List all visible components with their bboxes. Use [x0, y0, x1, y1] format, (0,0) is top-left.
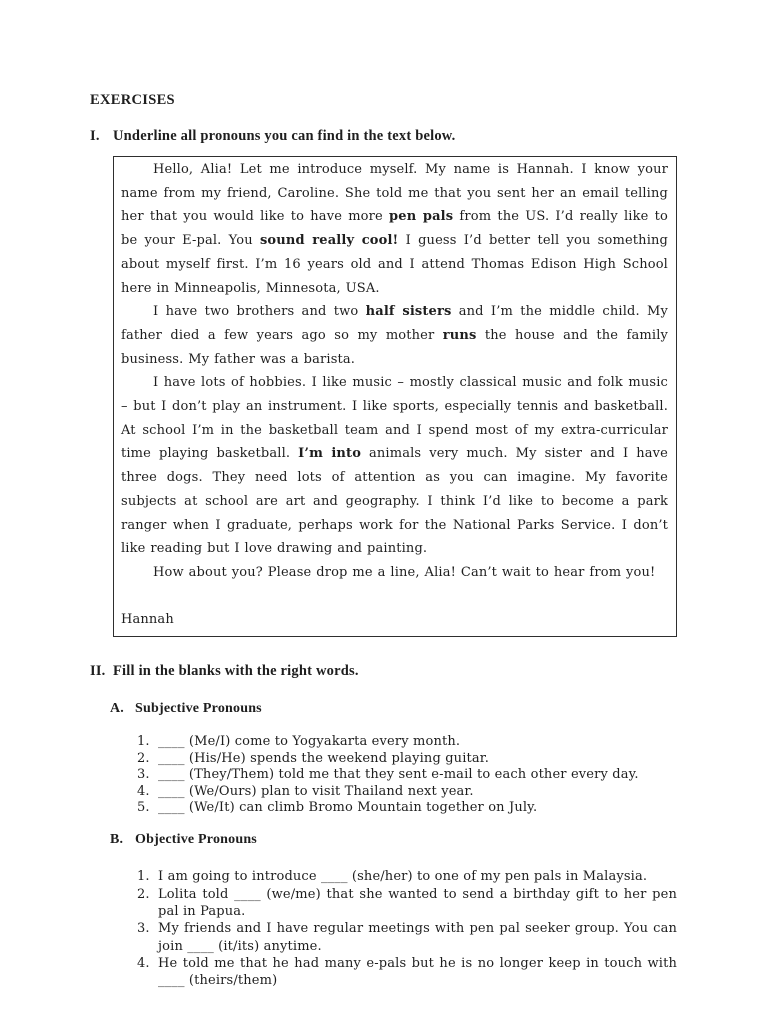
section-2-heading-text: Fill in the blanks with the right words. — [113, 663, 359, 680]
exercise-item — [137, 920, 677, 955]
text-run: I have lots of hobbies. I like music – mostly classical music and folk music – but I don’t play an instrument. I like sports, especially tennis and basketball. At school I’m in the basketball team and I spend most of my extra-curricular time playing basketball. — [121, 375, 668, 462]
item-text: Lolita told ____ (we/me) that she wanted to send a birthday gift to her pen pal in Papua. — [158, 886, 677, 919]
section-2-subsections — [90, 701, 677, 989]
exercise-item — [137, 886, 677, 921]
exercise-item — [137, 800, 677, 816]
bold-run: pen pals — [389, 209, 454, 225]
exercise-list — [137, 868, 677, 989]
item-number: 3. — [137, 921, 150, 937]
exercise-item — [137, 751, 677, 767]
item-number: 2. — [137, 750, 150, 766]
text-run: I guess I’d better tell you something about myself first. I’m 16 years old and I attend Thomas Edison High School here in Minneapolis, Minnesota, USA. — [121, 233, 668, 296]
subsection-title: Objective Pronouns — [135, 832, 257, 848]
letter-text-box — [113, 156, 677, 637]
bold-run: I’m into — [298, 446, 362, 462]
exercise-item — [137, 955, 677, 990]
section-1-heading-text: Underline all pronouns you can find in the text below. — [113, 128, 456, 144]
item-number: 4. — [137, 783, 150, 799]
section-2-heading — [90, 663, 677, 680]
item-text: ____ (We/It) can climb Bromo Mountain together on July. — [158, 799, 538, 815]
bold-run: half sisters — [365, 304, 452, 320]
subsection-title: Subjective Pronouns — [135, 701, 262, 717]
text-run: animals very much. My sister and I have three dogs. They need lots of attention as you can imagine. My favorite subjects at school are art and geography. I think I’d like to become a park ranger when I graduate, perhaps work for the National Parks Service. I don’t like reading but I love drawing and painting. — [121, 446, 668, 557]
letter-signature: Hannah — [121, 611, 174, 627]
section-1-numeral: I. — [90, 128, 100, 144]
letter-paragraph — [121, 371, 668, 561]
subsection-heading — [110, 832, 677, 848]
subsection-letter: B. — [110, 832, 124, 848]
letter-paragraph — [121, 158, 668, 300]
item-number: 3. — [137, 767, 150, 783]
item-number: 4. — [137, 955, 150, 971]
subsection-b — [110, 832, 677, 989]
item-text: ____ (We/Ours) plan to visit Thailand next year. — [158, 783, 474, 799]
bold-run: sound really cool! — [259, 233, 399, 249]
letter-paragraph — [121, 300, 668, 371]
item-text: ____ (They/Them) told me that they sent e-mail to each other every day. — [158, 767, 639, 783]
subsection-heading — [110, 701, 677, 717]
text-run: How about you? Please drop me a line, Alia! Can’t wait to hear from you! — [153, 564, 656, 580]
page-title: EXERCISES — [90, 92, 175, 108]
item-text: ____ (Me/I) come to Yogyakarta every month. — [158, 734, 461, 750]
text-run: I have two brothers and two — [153, 304, 366, 320]
subsection-letter: A. — [110, 701, 125, 717]
item-number: 1. — [137, 869, 150, 885]
item-text: He told me that he had many e-pals but he is no longer keep in touch with ____ (theirs/them) — [158, 955, 677, 989]
item-number: 1. — [137, 734, 150, 750]
exercise-item — [137, 868, 677, 885]
text-run: from the US. I’d really like to be your E-pal. You — [121, 209, 668, 249]
text-run: Hello, Alia! Let me introduce myself. My name is Hannah. I know your name from my friend, Caroline. She told me that you sent her an email telling her that you would like to have more — [121, 162, 668, 225]
item-text: ____ (His/He) spends the weekend playing guitar. — [158, 750, 490, 766]
subsection-a — [110, 701, 677, 816]
item-number: 2. — [137, 886, 150, 902]
item-number: 5. — [137, 799, 150, 815]
exercise-item — [137, 734, 677, 750]
section-2-numeral: II. — [90, 663, 106, 680]
exercise-item — [137, 767, 677, 783]
letter-paragraph — [121, 561, 668, 585]
item-text: My friends and I have regular meetings with pen pal seeker group. You can join ____ (it/its) anytime. — [158, 921, 677, 954]
exercise-list — [137, 734, 677, 816]
item-text: I am going to introduce ____ (she/her) to one of my pen pals in Malaysia. — [158, 869, 648, 885]
section-1-heading — [90, 128, 677, 145]
bold-run: runs — [442, 327, 477, 343]
text-run: and I’m the middle child. My father died a few years ago so my mother — [121, 304, 668, 343]
exercise-item — [137, 784, 677, 800]
text-run: the house and the family business. My father was a barista. — [121, 327, 669, 367]
